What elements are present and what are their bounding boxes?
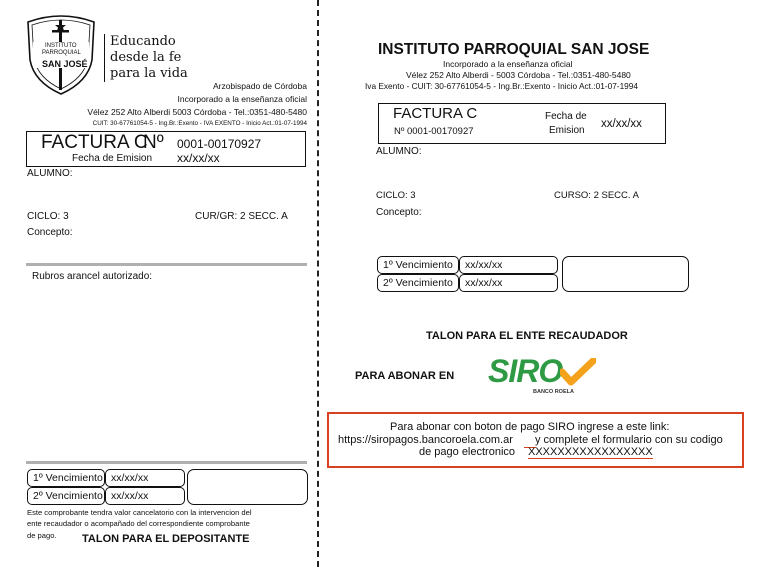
invoice-number: 0001-00170927 (177, 137, 262, 151)
address-text: Vélez 252 Alto Alberdi 5003 Córdoba - Tel.:0351-480-5480 (87, 107, 307, 117)
siro-link[interactable]: https://siropagos.bancoroela.com.ar (338, 434, 513, 446)
address-text: Vélez 252 Alto Alberdi - 5003 Córdoba - Tel.:0351-480-5480 (406, 70, 631, 80)
logo-divider (104, 34, 105, 82)
vencimiento-date: xx/xx/xx (105, 487, 185, 505)
alumno-label: ALUMNO: (376, 146, 422, 157)
invoice-title: FACTURA C (393, 105, 478, 122)
invoice-date-label: Fecha de Emision (72, 153, 153, 164)
vencimiento-row-2 (27, 487, 185, 505)
institute-name-title: INSTITUTO PARROQUIAL SAN JOSE (378, 41, 650, 58)
alumno-label: ALUMNO: (27, 168, 73, 179)
divider-rule (26, 461, 307, 464)
logo-institute-line1: INSTITUTO (45, 43, 77, 49)
logo-motto-line1: Educando (110, 34, 176, 49)
vencimiento-label: 1º Vencimiento (377, 256, 459, 274)
rubros-label: Rubros arancel autorizado: (32, 271, 153, 282)
vencimiento-row-1 (27, 469, 185, 487)
invoice-date: xx/xx/xx (601, 118, 642, 130)
vencimiento-amount-box (562, 256, 689, 292)
vencimiento-label: 2º Vencimiento (27, 487, 105, 505)
logo-institute-name: SAN JOSÉ (42, 59, 88, 69)
tax-text: Iva Exento - CUIT: 30-67761054-5 - Ing.Br.:Exento - Inicio Act.:01-07-1994 (365, 81, 639, 91)
vencimiento-date: xx/xx/xx (105, 469, 185, 487)
curso-text: CURSO: 2 SECC. A (554, 190, 639, 201)
invoice-date-label-line1: Fecha de (545, 111, 587, 122)
vencimiento-label: 1º Vencimiento (27, 469, 105, 487)
logo-motto-line3: para la vida (110, 66, 188, 81)
vencimiento-row-1 (377, 256, 558, 274)
concepto-label: Concepto: (376, 207, 422, 218)
concepto-label: Concepto: (27, 227, 73, 238)
payment-code: XXXXXXXXXXXXXXXXX (528, 446, 653, 458)
footnote-line2: ente recaudador o acompañado del correspondiente comprobante (27, 519, 250, 528)
vencimiento-date: xx/xx/xx (459, 256, 558, 274)
talon-recaudador-label: TALON PARA EL ENTE RECAUDADOR (426, 330, 628, 342)
footnote-line3: de pago. (27, 531, 57, 540)
footnote-line1: Este comprobante tendra valor cancelatorio con la intervencion del (27, 508, 252, 517)
link-box-line1: Para abonar con boton de pago SIRO ingrese a este link: (390, 421, 670, 433)
talon-depositante-label: TALON PARA EL DEPOSITANTE (82, 533, 250, 545)
logo-institute-line2: PARROQUIAL (42, 50, 81, 56)
vencimiento-amount-box (187, 469, 308, 505)
link-box-line2-rest: y complete el formulario con su codigo (535, 434, 723, 446)
link-box-line3-prefix: de pago electronico (419, 446, 516, 458)
logo-motto-line2: desde la fe (110, 50, 182, 65)
ciclo-text: CICLO: 3 (27, 211, 69, 222)
invoice-number: Nº 0001-00170927 (394, 126, 474, 137)
incorporated-text: Incorporado a la enseñanza oficial (177, 94, 307, 104)
invoice-title: FACTURA C (41, 132, 148, 153)
vencimiento-label: 2º Vencimiento (377, 274, 459, 292)
siro-logo-text: SIRO (488, 353, 563, 389)
ciclo-text: CICLO: 3 (376, 190, 416, 201)
siro-check-icon (560, 358, 596, 388)
incorporated-text: Incorporado a la enseñanza oficial (443, 59, 573, 69)
invoice-date: xx/xx/xx (177, 151, 220, 165)
tax-text: CUIT: 30-67761054-5 - Ing.Br.:Exento - IVA EXENTO - Inicio Act.:01-07-1994 (92, 120, 307, 127)
abonar-label: PARA ABONAR EN (355, 370, 455, 382)
invoice-date-label-line2: Emision (549, 125, 585, 136)
divider-rule (26, 263, 307, 266)
invoice-num-label: Nº (143, 132, 164, 153)
vencimiento-date: xx/xx/xx (459, 274, 558, 292)
siro-subtext: BANCO ROELA (533, 389, 574, 395)
archbishop-text: Arzobispado de Córdoba (212, 81, 307, 91)
curso-text: CUR/GR: 2 SECC. A (195, 211, 288, 222)
vencimiento-row-2 (377, 274, 558, 292)
cut-line (317, 0, 319, 567)
